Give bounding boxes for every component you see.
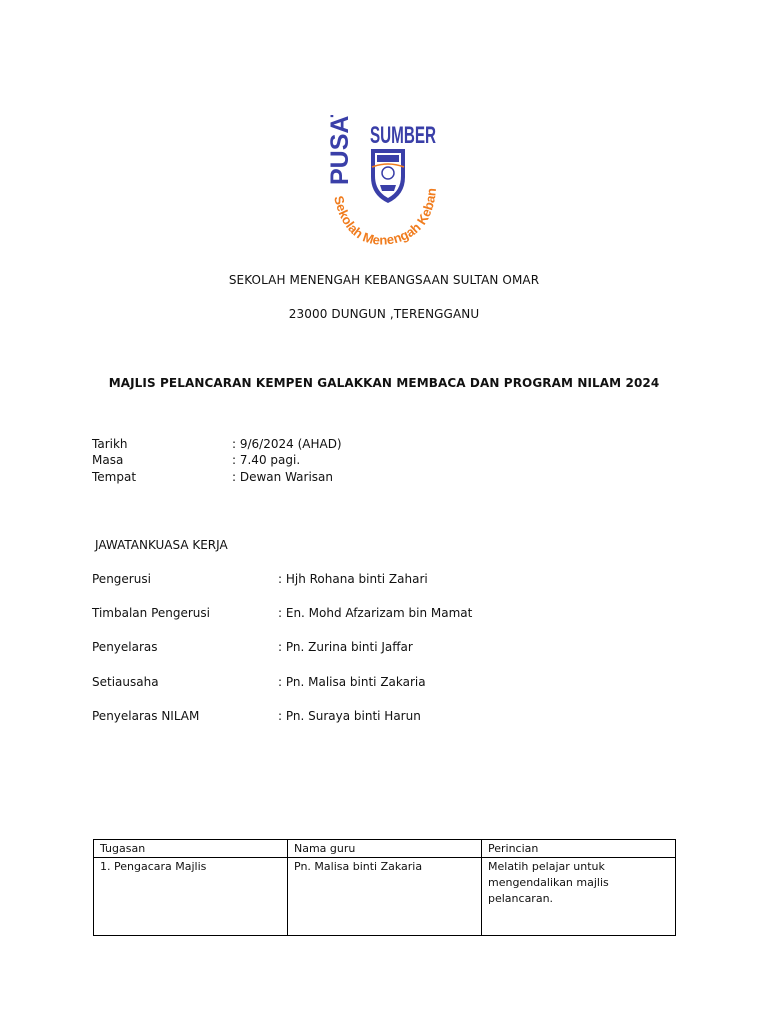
table-header-row [94,840,676,858]
column-header-teacher: Nama guru [288,840,482,858]
column-header-details: Perincian [482,840,676,858]
committee-role: Pengerusi [92,572,151,586]
committee-member-name: : Pn. Malisa binti Zakaria [278,675,426,689]
school-name: SEKOLAH MENENGAH KEBANGSAAN SULTAN OMAR [228,273,540,287]
committee-role: Penyelaras NILAM [92,709,200,723]
info-value: : Dewan Warisan [232,470,333,484]
column-header-task: Tugasan [94,840,288,858]
info-value: : 9/6/2024 (AHAD) [232,437,342,451]
info-label: Tarikh [92,437,128,451]
table-cell-details: Melatih pelajar untuk mengendalikan majlis pelancaran. [482,858,676,936]
logo-arc-text: Sekolah Menengah Keban [331,187,439,248]
info-value: : 7.40 pagi. [232,453,301,467]
committee-member-name: : Pn. Zurina binti Jaffar [278,640,413,654]
duty-table [93,839,676,936]
event-title: MAJLIS PELANCARAN KEMPEN GALAKKAN MEMBACA DAN PROGRAM NILAM 2024 [108,376,660,390]
committee-role: Penyelaras [92,640,158,654]
committee-role: Setiausaha [92,675,159,689]
committee-role: Timbalan Pengerusi [92,606,210,620]
info-label: Masa [92,453,124,467]
table-row [94,858,676,936]
committee-title: JAWATANKUASA KERJA [95,538,228,552]
table-cell-task: 1. Pengacara Majlis [94,858,288,936]
committee-member-name: : Pn. Suraya binti Harun [278,709,421,723]
school-library-logo [326,115,446,257]
table-cell-teacher: Pn. Malisa binti Zakaria [288,858,482,936]
svg-text:SUMBER: SUMBER [370,122,436,149]
committee-member-name: : Hjh Rohana binti Zahari [278,572,428,586]
info-label: Tempat [92,470,137,484]
school-address: 23000 DUNGUN ,TERENGGANU [288,307,480,321]
committee-member-name: : En. Mohd Afzarizam bin Mamat [278,606,473,620]
svg-text:PUSAT: PUSAT [326,115,354,185]
